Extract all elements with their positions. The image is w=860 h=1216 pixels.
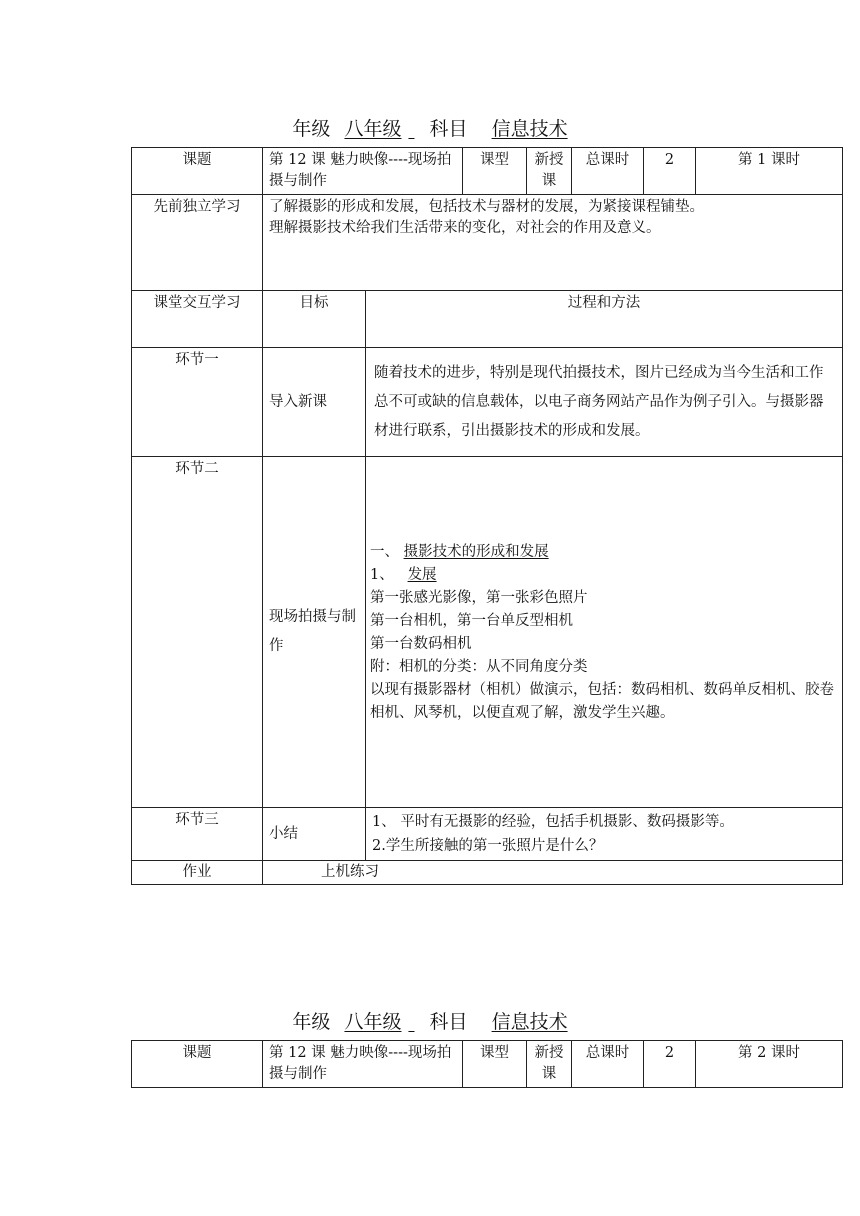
type-label: 课型 xyxy=(463,148,527,195)
stage2-line: 以现有摄影器材（相机）做演示，包括：数码相机、数码单反相机、胶卷相机、风琴机，以便直观了解，激发学生兴趣。 xyxy=(370,682,834,721)
total-label: 总课时 xyxy=(572,148,644,195)
interactive-row xyxy=(132,291,843,348)
subject-value: 信息技术 xyxy=(491,118,568,140)
topic-value: 第 12 课 魅力映像----现场拍摄与制作 xyxy=(263,1041,463,1088)
subject-label: 科目 xyxy=(429,1011,468,1033)
lesson2-header xyxy=(0,1007,860,1034)
subject-label: 科目 xyxy=(429,118,468,140)
stage2-line: 附：相机的分类：从不同角度分类 xyxy=(370,659,588,675)
grade-label: 年级 xyxy=(292,1011,331,1033)
total-value: 2 xyxy=(644,1041,696,1088)
stage3-line: 2.学生所接触的第一张照片是什么？ xyxy=(372,838,604,854)
stage2-row xyxy=(132,457,843,808)
homework-content: 上机练习 xyxy=(263,861,843,885)
type-value: 新授课 xyxy=(527,148,572,195)
lesson1-header xyxy=(0,114,860,141)
stage1-row xyxy=(132,348,843,457)
grade-value: 八年级 xyxy=(344,1011,402,1033)
stage1-label: 环节一 xyxy=(132,348,263,457)
homework-label: 作业 xyxy=(132,861,263,885)
total-value: 2 xyxy=(644,148,696,195)
heading-number: 一、 xyxy=(370,544,399,560)
topic-row xyxy=(132,1041,843,1088)
type-value: 新授课 xyxy=(527,1041,572,1088)
type-label: 课型 xyxy=(463,1041,527,1088)
prior-label: 先前独立学习 xyxy=(132,195,263,291)
total-label: 总课时 xyxy=(572,1041,644,1088)
stage3-label: 环节三 xyxy=(132,808,263,861)
prior-content xyxy=(263,195,843,291)
subject-value: 信息技术 xyxy=(491,1011,568,1033)
sub-text: 发展 xyxy=(407,567,437,583)
stage3-content xyxy=(366,808,843,861)
stage1-goal: 导入新课 xyxy=(263,348,366,457)
prior-line: 了解摄影的形成和发展，包括技术与器材的发展，为紧接课程铺垫。 xyxy=(269,199,704,215)
homework-row xyxy=(132,861,843,885)
lesson2-table xyxy=(131,1040,843,1088)
lesson1-table xyxy=(131,147,843,885)
topic-row xyxy=(132,148,843,195)
interactive-label: 课堂交互学习 xyxy=(132,291,263,348)
stage2-goal: 现场拍摄与制作 xyxy=(263,457,366,808)
topic-value: 第 12 课 魅力映像----现场拍摄与制作 xyxy=(263,148,463,195)
stage2-content xyxy=(366,457,843,808)
topic-label: 课题 xyxy=(132,1041,263,1088)
stage2-heading xyxy=(370,541,838,564)
sub-number: 1、 xyxy=(370,567,394,583)
process-header: 过程和方法 xyxy=(366,291,843,348)
heading-text: 摄影技术的形成和发展 xyxy=(403,544,549,560)
stage1-content: 随着技术的进步，特别是现代拍摄技术，图片已经成为当今生活和工作总不可或缺的信息载体，以电子商务网站产品作为例子引入。与摄影器材进行联系，引出摄影技术的形成和发展。 xyxy=(366,348,843,457)
prior-line: 理解摄影技术给我们生活带来的变化，对社会的作用及意义。 xyxy=(269,220,661,236)
topic-label: 课题 xyxy=(132,148,263,195)
period-value: 第 1 课时 xyxy=(696,148,843,195)
period-value: 第 2 课时 xyxy=(696,1041,843,1088)
stage2-line: 第一台相机，第一台单反型相机 xyxy=(370,613,573,629)
goal-header: 目标 xyxy=(263,291,366,348)
stage2-label: 环节二 xyxy=(132,457,263,808)
grade-value: 八年级 xyxy=(344,118,402,140)
stage2-line: 第一台数码相机 xyxy=(370,636,472,652)
prior-row xyxy=(132,195,843,291)
grade-label: 年级 xyxy=(292,118,331,140)
stage3-row xyxy=(132,808,843,861)
stage3-line: 1、 平时有无摄影的经验，包括手机摄影、数码摄影等。 xyxy=(372,814,734,830)
stage2-line: 第一张感光影像，第一张彩色照片 xyxy=(370,590,588,606)
stage2-subheading xyxy=(370,564,838,587)
stage3-goal: 小结 xyxy=(263,808,366,861)
